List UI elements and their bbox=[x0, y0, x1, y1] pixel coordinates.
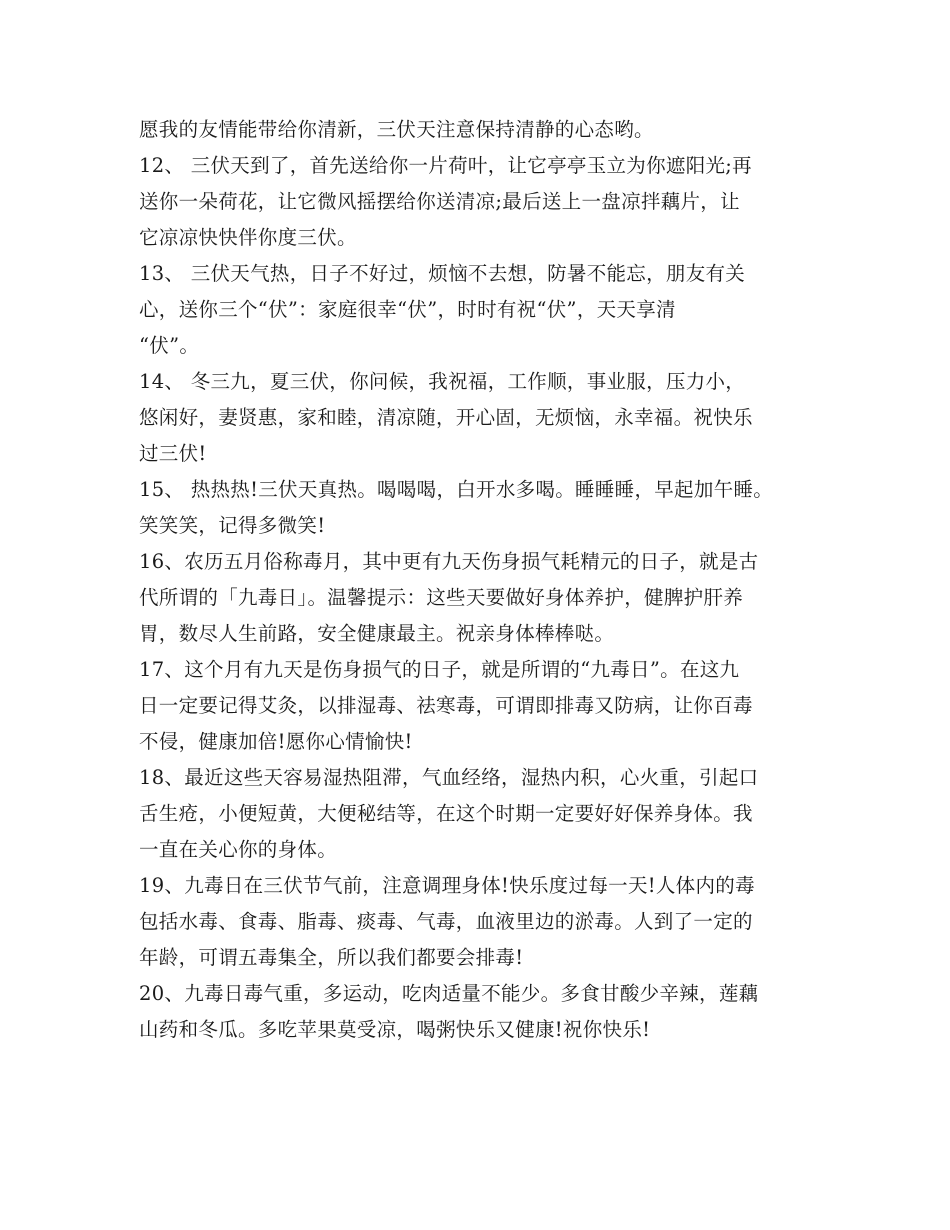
document-body bbox=[139, 112, 829, 1048]
text-line: 一直在关心你的身体。 bbox=[139, 838, 338, 861]
text-line: 送你一朵荷花，让它微风摇摆给你送清凉;最后送上一盘凉拌藕片，让 bbox=[139, 190, 740, 213]
text-line: 心，送你三个“伏”：家庭很幸“伏”，时时有祝“伏”，天天享清 bbox=[139, 298, 676, 321]
text-line: 胃，数尽人生前路，安全健康最主。祝亲身体棒棒哒。 bbox=[139, 622, 615, 645]
text-line: “伏”。 bbox=[139, 334, 200, 357]
text-line: 12、 三伏天到了，首先送给你一片荷叶，让它亭亭玉立为你遮阳光;再 bbox=[139, 154, 752, 177]
text-line: 包括水毒、食毒、脂毒、痰毒、气毒，血液里边的淤毒。人到了一定的 bbox=[139, 910, 753, 933]
text-line: 20、九毒日毒气重，多运动，吃肉适量不能少。多食甘酸少辛辣，莲藕 bbox=[139, 982, 759, 1005]
text-line: 笑笑笑，记得多微笑! bbox=[139, 514, 326, 537]
text-line: 15、 热热热!三伏天真热。喝喝喝，白开水多喝。睡睡睡，早起加午睡。 bbox=[139, 478, 774, 501]
text-line: 悠闲好，妻贤惠，家和睦，清凉随，开心固，无烦恼，永幸福。祝快乐 bbox=[139, 406, 753, 429]
text-line: 13、 三伏天气热，日子不好过，烦恼不去想，防暑不能忘，朋友有关 bbox=[139, 262, 746, 285]
text-line: 过三伏! bbox=[139, 442, 207, 465]
text-line: 代所谓的「九毒日」。温馨提示：这些天要做好身体养护，健脾护肝养 bbox=[139, 586, 744, 609]
text-line: 年龄，可谓五毒集全，所以我们都要会排毒! bbox=[139, 946, 524, 969]
text-line: 18、最近这些天容易湿热阻滞，气血经络，湿热内积，心火重，引起口 bbox=[139, 766, 759, 789]
text-line: 16、农历五月俗称毒月，其中更有九天伤身损气耗精元的日子，就是古 bbox=[139, 550, 759, 573]
text-line: 舌生疮，小便短黄，大便秘结等，在这个时期一定要好好保养身体。我 bbox=[139, 802, 753, 825]
text-line: 不侵，健康加倍!愿你心情愉快! bbox=[139, 730, 413, 753]
text-line: 14、 冬三九，夏三伏，你问候，我祝福，工作顺，事业服，压力小， bbox=[139, 370, 746, 393]
text-line: 它凉凉快快伴你度三伏。 bbox=[139, 226, 357, 249]
text-line: 17、这个月有九天是伤身损气的日子，就是所谓的“九毒日”。在这九 bbox=[139, 658, 740, 681]
text-line: 19、九毒日在三伏节气前，注意调理身体!快乐度过每一天!人体内的毒 bbox=[139, 874, 755, 897]
text-line: 山药和冬瓜。多吃苹果莫受凉，喝粥快乐又健康!祝你快乐! bbox=[139, 1018, 651, 1041]
text-line: 日一定要记得艾灸，以排湿毒、祛寒毒，可谓即排毒又防病，让你百毒 bbox=[139, 694, 753, 717]
text-line: 愿我的友情能带给你清新，三伏天注意保持清静的心态哟。 bbox=[139, 118, 654, 141]
